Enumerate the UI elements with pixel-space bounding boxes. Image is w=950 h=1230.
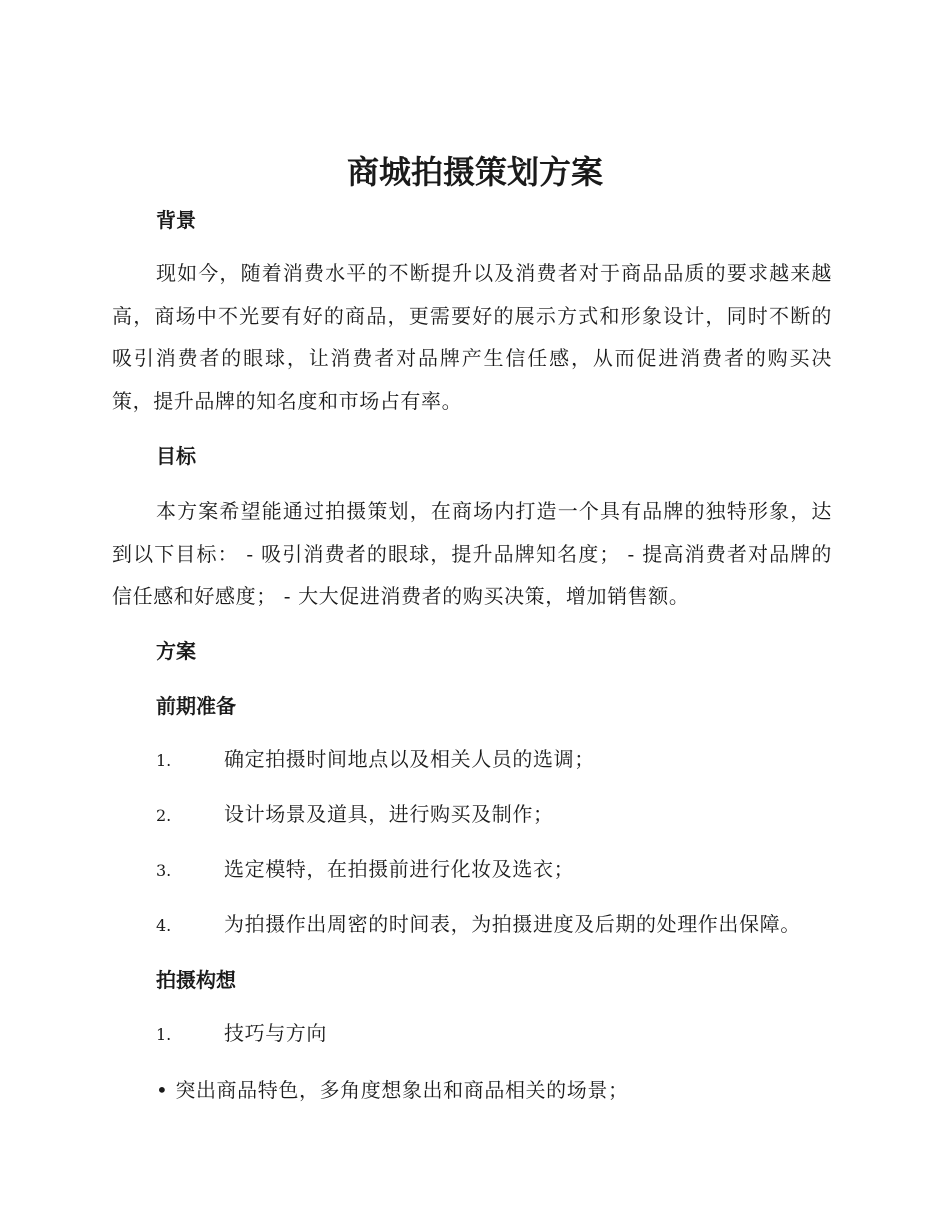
bullet-item: • 突出商品特色，多角度想象出和商品相关的场景； xyxy=(156,1078,629,1102)
heading-preparation: 前期准备 xyxy=(156,694,236,718)
list-item-number: 1. xyxy=(156,751,172,770)
list-item-number: 4. xyxy=(156,916,172,935)
heading-background: 背景 xyxy=(156,208,196,232)
list-item-text: 为拍摄作出周密的时间表，为拍摄进度及后期的处理作出保障。 xyxy=(224,912,801,936)
heading-plan: 方案 xyxy=(156,639,196,663)
heading-concept: 拍摄构想 xyxy=(156,968,236,992)
document-title: 商城拍摄策划方案 xyxy=(346,153,603,191)
list-item-text: 技巧与方向 xyxy=(224,1021,327,1045)
heading-goal: 目标 xyxy=(156,444,196,468)
list-item-number: 1. xyxy=(156,1025,172,1044)
list-item-number: 2. xyxy=(156,806,172,825)
list-item-text: 确定拍摄时间地点以及相关人员的选调； xyxy=(224,747,595,771)
paragraph-background: 现如今，随着消费水平的不断提升以及消费者对于商品品质的要求越来越高，商场中不光要有好的商品，更需要好的展示方式和形象设计，同时不断的吸引消费者的眼球，让消费者对品牌产生信任感，从而促进消费者的购买决策，提升品牌的知名度和市场占有率。 xyxy=(112,261,832,413)
paragraph-goal: 本方案希望能通过拍摄策划，在商场内打造一个具有品牌的独特形象，达到以下目标： - 吸引消费者的眼球，提升品牌知名度； - 提高消费者对品牌的信任感和好感度； - 大大促进消费者的购买决策，增加销售额。 xyxy=(112,499,832,608)
list-item-number: 3. xyxy=(156,861,172,880)
list-item-text: 选定模特，在拍摄前进行化妆及选衣； xyxy=(224,857,575,881)
list-item-text: 设计场景及道具，进行购买及制作； xyxy=(224,802,554,826)
